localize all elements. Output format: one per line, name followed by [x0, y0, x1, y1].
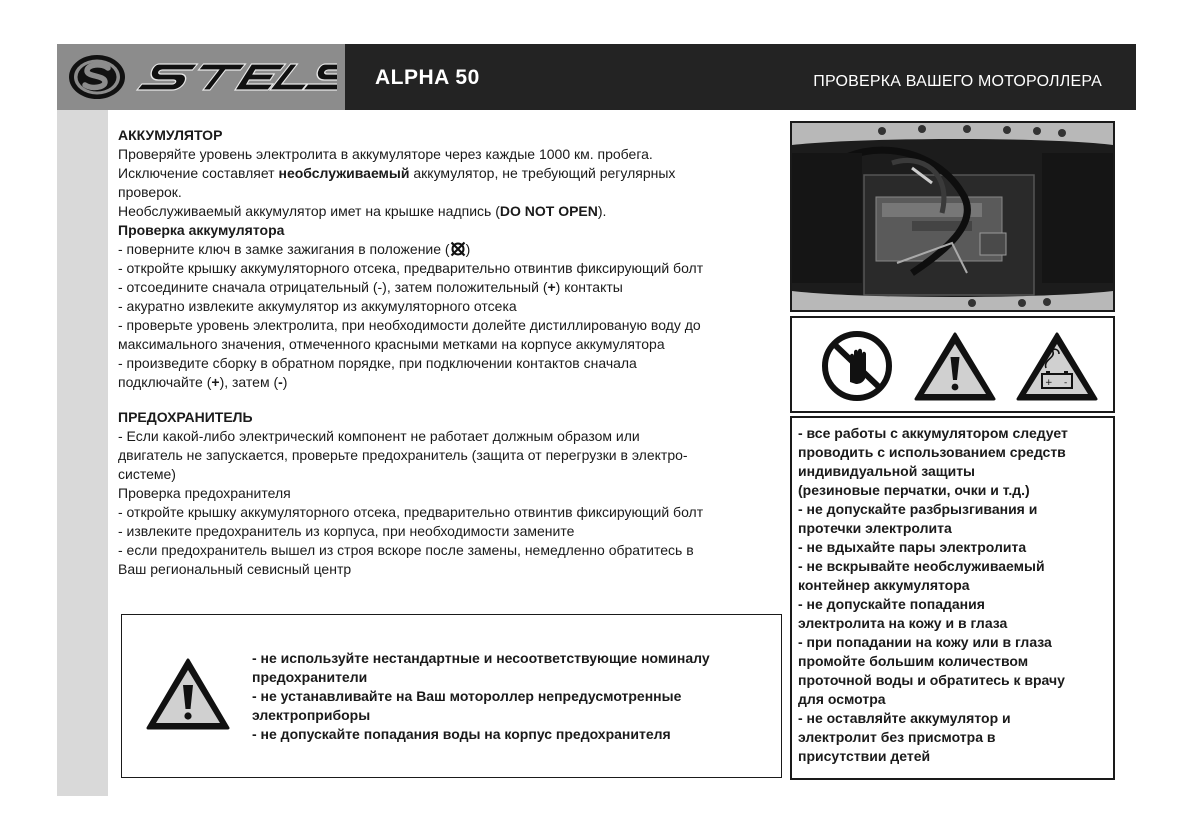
safety-line: - все работы с аккумулятором следует [798, 425, 1068, 441]
fuse-warning-line: электроприборы [252, 707, 371, 723]
battery-step-2: - откройте крышку аккумуляторного отсека, предварительно отвинтив фиксирующий болт [118, 260, 704, 276]
safety-line: проводить с использованием средств [798, 444, 1066, 460]
battery-intro-2: Исключение составляет необслуживаемый аккумулятор, не требующий регулярных [118, 165, 676, 181]
fuse-warning-line: - не допускайте попадания воды на корпус предохранителя [252, 726, 671, 742]
battery-step-6a: - произведите сборку в обратном порядке, при подключении контактов сначала [118, 355, 637, 371]
safety-line: присутствии детей [798, 748, 931, 764]
safety-line: протечки электролита [798, 520, 952, 536]
side-bar [57, 110, 108, 796]
model-name: ALPHA 50 [375, 66, 480, 89]
battery-intro-4: Необслуживаемый аккумулятор имет на крышке надпись (DO NOT OPEN). [118, 203, 607, 219]
safety-line: контейнер аккумулятора [798, 577, 970, 593]
fuse-warning-box [121, 614, 782, 778]
fuse-step-1: - откройте крышку аккумуляторного отсека, предварительно отвинтив фиксирующий болт [118, 504, 704, 520]
no-touch-icon [816, 330, 898, 402]
fuse-warning-line: предохранители [252, 669, 368, 685]
battery-intro-3: проверок. [118, 184, 182, 200]
safety-line: для осмотра [798, 691, 886, 707]
safety-icons-box [790, 316, 1115, 413]
battery-intro-1: Проверяйте уровень электролита в аккумуляторе через каждые 1000 км. пробега. [118, 146, 653, 162]
fuse-step-2: - извлеките предохранитель из корпуса, при необходимости замените [118, 523, 575, 539]
battery-compartment-photo [790, 121, 1115, 312]
safety-line: электролит без присмотра в [798, 729, 996, 745]
ignition-off-icon [450, 241, 466, 257]
fuse-step-3a: - если предохранитель вышел из строя вскоре после замены, немедленно обратитесь в [118, 542, 694, 558]
safety-line: промойте большим количеством [798, 653, 1029, 669]
battery-safety-box [790, 416, 1115, 780]
safety-line: - не допускайте разбрызгивания и [798, 501, 1038, 517]
battery-step-5b: максимального значения, отмеченного красными метками на корпусе аккумулятора [118, 336, 665, 352]
fuse-warning-line: - не используйте нестандартные и несоответствующие номиналу [252, 650, 710, 666]
battery-check-title: Проверка аккумулятора [118, 222, 285, 238]
stels-logo-icon [67, 53, 337, 101]
svg-text:+: + [1045, 378, 1053, 388]
battery-step-1: - поверните ключ в замке зажигания в положение ( ) [118, 241, 471, 257]
battery-warning-icon [1015, 330, 1099, 402]
fuse-title: ПРЕДОХРАНИТЕЛЬ [118, 409, 253, 425]
safety-line: индивидуальной защиты [798, 463, 976, 479]
safety-line: - не вдыхайте пары электролита [798, 539, 1027, 555]
battery-step-5a: - проверьте уровень электролита, при необходимости долейте дистиллированую воду до [118, 317, 701, 333]
safety-line: - при попадании на кожу или в глаза [798, 634, 1052, 650]
section-title: ПРОВЕРКА ВАШЕГО МОТОРОЛЛЕРА [813, 73, 1102, 90]
safety-line: - не допускайте попадания [798, 596, 985, 612]
safety-line: (резиновые перчатки, очки и т.д.) [798, 482, 1030, 498]
fuse-line-1: - Если какой-либо электрический компонент не работает должным образом или [118, 428, 640, 444]
battery-photo-image [792, 123, 1113, 310]
svg-text:-: - [1064, 378, 1068, 388]
main-content [118, 126, 793, 579]
warning-triangle-icon [913, 330, 997, 402]
brand-logo [57, 44, 345, 110]
battery-title: АККУМУЛЯТОР [118, 127, 223, 143]
safety-line: - не оставляйте аккумулятор и [798, 710, 1011, 726]
battery-step-6b: подключайте (+), затем (-) [118, 374, 288, 390]
fuse-line-3: системе) [118, 466, 176, 482]
warning-triangle-icon [145, 657, 231, 731]
fuse-line-2: двигатель не запускается, проверьте предохранитель (защита от перегрузки в электро- [118, 447, 688, 463]
page-header [57, 44, 1136, 110]
fuse-warning-line: - не устанавливайте на Ваш мотороллер непредусмотренные [252, 688, 682, 704]
fuse-step-3b: Ваш региональный севисный центр [118, 561, 352, 577]
battery-step-3: - отсоедините сначала отрицательный (-), затем положительный (+) контакты [118, 279, 623, 295]
fuse-check-title: Проверка предохранителя [118, 485, 291, 501]
safety-line: проточной воды и обратитесь к врачу [798, 672, 1065, 688]
battery-safety-list [798, 424, 1110, 766]
fuse-warning-list [252, 649, 777, 744]
safety-line: электролита на кожу и в глаза [798, 615, 1008, 631]
battery-step-4: - акуратно извлеките аккумулятор из аккумуляторного отсека [118, 298, 517, 314]
safety-line: - не вскрывайте необслуживаемый [798, 558, 1045, 574]
